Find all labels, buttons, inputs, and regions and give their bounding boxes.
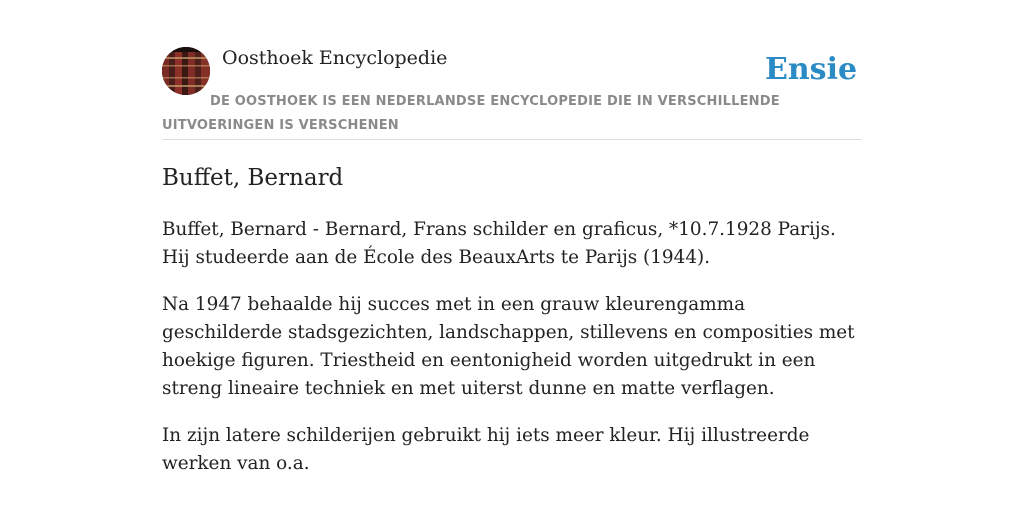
- header-divider: [162, 139, 862, 140]
- article-paragraph: Na 1947 behaalde hij succes met in een grauw kleurengamma geschilderde stadsgezichten, landschappen, stillevens en composities met hoekige figuren. Triestheid en eentonigheid worden uitgedrukt in een streng lineaire techniek en met uiterst dunne en matte verflagen.: [162, 294, 855, 399]
- article-title: Buffet, Bernard: [162, 165, 344, 191]
- article-paragraph: Buffet, Bernard - Bernard, Frans schilder en graficus, *10.7.1928 Parijs. Hij studeerde aan de École des BeauxArts te Parijs (1944).: [162, 219, 836, 268]
- article-paragraph: In zijn latere schilderijen gebruikt hij iets meer kleur. Hij illustreerde werken van o.a.: [162, 425, 810, 474]
- article-body: [162, 216, 862, 497]
- site-name[interactable]: Oosthoek Encyclopedie: [222, 47, 448, 69]
- encyclopedia-books-icon[interactable]: [162, 47, 210, 95]
- site-tagline: DE OOSTHOEK IS EEN NEDERLANDSE ENCYCLOPEDIE DIE IN VERSCHILLENDE UITVOERINGEN IS VERSCHENEN: [162, 94, 780, 133]
- brand-logo[interactable]: Ensie: [765, 52, 858, 87]
